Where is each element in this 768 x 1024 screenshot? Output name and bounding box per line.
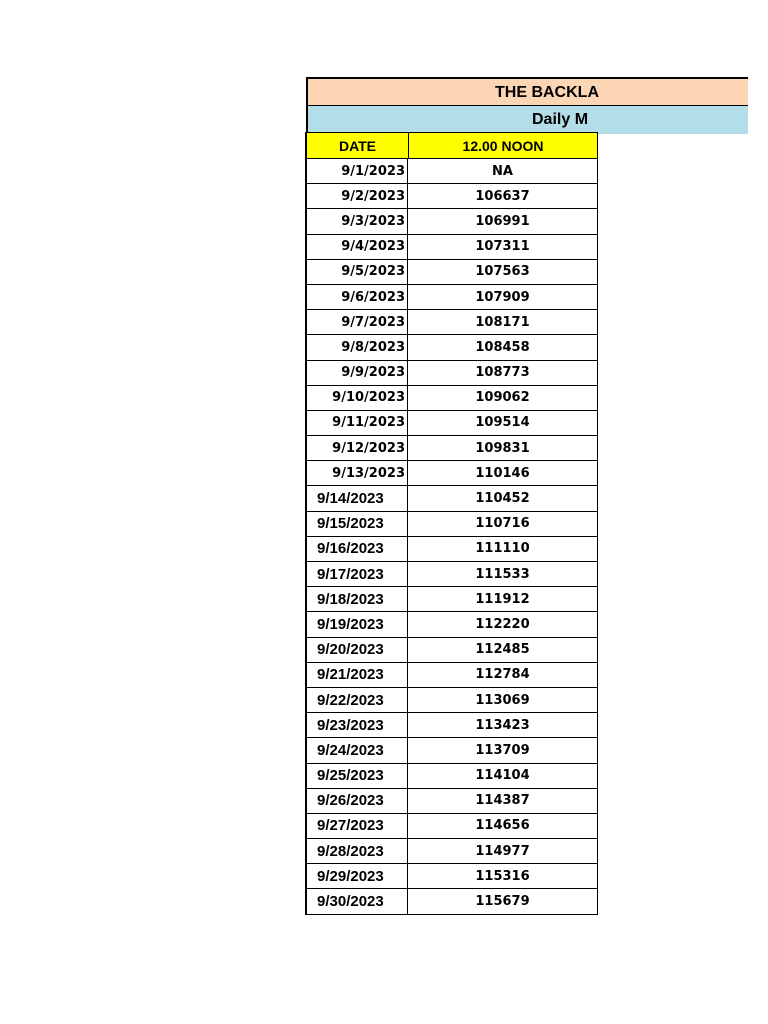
- table-row: [307, 335, 597, 360]
- value-cell[interactable]: 112485: [475, 642, 530, 658]
- value-cell[interactable]: 107563: [475, 264, 530, 280]
- value-cell[interactable]: 113423: [475, 717, 530, 733]
- value-cell[interactable]: 110716: [475, 516, 530, 532]
- table-row: [307, 638, 597, 663]
- subtitle-band: [306, 105, 748, 134]
- value-cell[interactable]: 106991: [475, 213, 530, 229]
- table-row: [307, 386, 597, 411]
- value-cell[interactable]: 112784: [475, 667, 530, 683]
- date-cell[interactable]: 9/19/2023: [307, 612, 408, 636]
- date-cell[interactable]: 9/14/2023: [307, 486, 408, 510]
- value-cell[interactable]: 114656: [475, 818, 530, 834]
- table-row: [307, 436, 597, 461]
- table-row: [307, 713, 597, 738]
- table-row: [307, 537, 597, 562]
- sheet-subtitle: Daily M: [532, 111, 589, 128]
- date-cell[interactable]: 9/9/2023: [307, 361, 408, 385]
- date-cell[interactable]: 9/4/2023: [307, 235, 408, 259]
- table-row: [307, 663, 597, 688]
- table-body: [307, 159, 597, 915]
- date-cell[interactable]: 9/25/2023: [307, 764, 408, 788]
- date-cell[interactable]: 9/26/2023: [307, 789, 408, 813]
- column-header-noon: 12.00 NOON: [462, 137, 544, 154]
- date-cell[interactable]: 9/28/2023: [307, 839, 408, 863]
- value-cell[interactable]: 113069: [475, 692, 530, 708]
- value-cell[interactable]: 115679: [475, 894, 530, 910]
- table-row: [307, 864, 597, 889]
- value-cell[interactable]: 108171: [475, 314, 530, 330]
- date-cell[interactable]: 9/6/2023: [307, 285, 408, 309]
- value-cell[interactable]: 114387: [475, 793, 530, 809]
- table-row: [307, 512, 597, 537]
- date-cell[interactable]: 9/29/2023: [307, 864, 408, 888]
- table-row: [307, 159, 597, 184]
- value-cell[interactable]: 114977: [475, 843, 530, 859]
- date-cell[interactable]: 9/16/2023: [307, 537, 408, 561]
- value-cell[interactable]: 111110: [475, 541, 530, 557]
- title-band: [306, 77, 748, 107]
- value-cell[interactable]: 114104: [475, 768, 530, 784]
- data-table: [305, 132, 598, 915]
- value-cell[interactable]: 109831: [475, 440, 530, 456]
- table-row: [307, 814, 597, 839]
- value-cell[interactable]: 112220: [475, 616, 530, 632]
- value-cell[interactable]: 110452: [475, 491, 530, 507]
- table-row: [307, 461, 597, 486]
- value-cell[interactable]: NA: [492, 163, 513, 179]
- date-cell[interactable]: 9/11/2023: [307, 411, 408, 435]
- value-cell[interactable]: 111533: [475, 566, 530, 582]
- value-cell[interactable]: 111912: [475, 591, 530, 607]
- date-cell[interactable]: 9/2/2023: [307, 184, 408, 208]
- table-row: [307, 235, 597, 260]
- date-cell[interactable]: 9/17/2023: [307, 562, 408, 586]
- date-cell[interactable]: 9/30/2023: [307, 889, 408, 913]
- table-row: [307, 310, 597, 335]
- table-row: [307, 486, 597, 511]
- table-row: [307, 889, 597, 914]
- table-row: [307, 285, 597, 310]
- date-cell[interactable]: 9/20/2023: [307, 638, 408, 662]
- date-cell[interactable]: 9/8/2023: [307, 335, 408, 359]
- table-row: [307, 260, 597, 285]
- table-row: [307, 411, 597, 436]
- table-row: [307, 738, 597, 763]
- date-cell[interactable]: 9/3/2023: [307, 209, 408, 233]
- date-cell[interactable]: 9/24/2023: [307, 738, 408, 762]
- table-row: [307, 184, 597, 209]
- column-header-date: DATE: [307, 133, 409, 158]
- value-cell[interactable]: 115316: [475, 868, 530, 884]
- date-cell[interactable]: 9/1/2023: [307, 159, 408, 183]
- date-cell[interactable]: 9/7/2023: [307, 310, 408, 334]
- date-cell[interactable]: 9/27/2023: [307, 814, 408, 838]
- value-cell[interactable]: 108458: [475, 339, 530, 355]
- table-row: [307, 562, 597, 587]
- table-row: [307, 587, 597, 612]
- date-cell[interactable]: 9/21/2023: [307, 663, 408, 687]
- table-row: [307, 209, 597, 234]
- value-cell[interactable]: 107909: [475, 289, 530, 305]
- sheet-title: THE BACKLA: [495, 84, 599, 101]
- value-cell[interactable]: 109514: [475, 415, 530, 431]
- value-cell[interactable]: 106637: [475, 188, 530, 204]
- table-row: [307, 688, 597, 713]
- value-cell[interactable]: 113709: [475, 742, 530, 758]
- date-cell[interactable]: 9/10/2023: [307, 386, 408, 410]
- table-row: [307, 612, 597, 637]
- date-cell[interactable]: 9/12/2023: [307, 436, 408, 460]
- table-row: [307, 789, 597, 814]
- table-header: [307, 132, 597, 159]
- date-cell[interactable]: 9/13/2023: [307, 461, 408, 485]
- value-cell[interactable]: 109062: [475, 390, 530, 406]
- date-cell[interactable]: 9/5/2023: [307, 260, 408, 284]
- value-cell[interactable]: 107311: [475, 239, 530, 255]
- table-row: [307, 361, 597, 386]
- table-row: [307, 839, 597, 864]
- table-row: [307, 764, 597, 789]
- value-cell[interactable]: 108773: [475, 365, 530, 381]
- value-cell[interactable]: 110146: [475, 465, 530, 481]
- date-cell[interactable]: 9/22/2023: [307, 688, 408, 712]
- date-cell[interactable]: 9/18/2023: [307, 587, 408, 611]
- date-cell[interactable]: 9/23/2023: [307, 713, 408, 737]
- date-cell[interactable]: 9/15/2023: [307, 512, 408, 536]
